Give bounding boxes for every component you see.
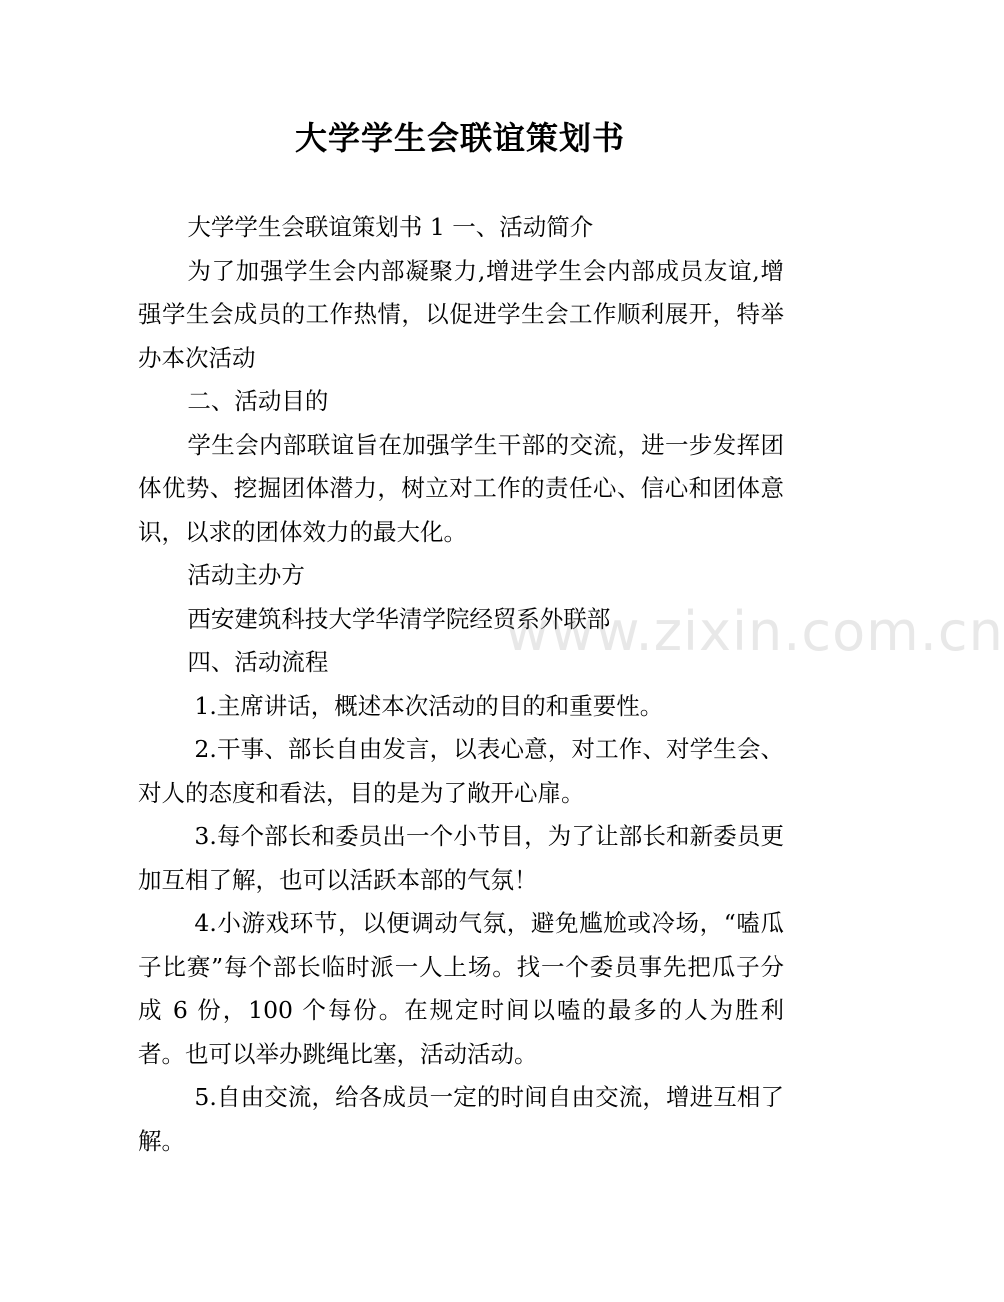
organizer-paragraph: 西安建筑科技大学华清学院经贸系外联部 — [187, 604, 611, 633]
process-heading: 四、活动流程 — [187, 648, 329, 676]
purpose-heading: 二、活动目的 — [187, 387, 329, 415]
process-step-5: 5.自由交流，给各成员一定的时间自由交流，增进互相了解。 — [138, 1083, 784, 1155]
process-step-1: 1.主席讲话，概述本次活动的目的和重要性。 — [194, 691, 664, 720]
process-step-3: 3.每个部长和委员出一个小节目，为了让部长和新委员更加互相了解，也可以活跃本部的气氛！ — [138, 822, 784, 894]
organizer-heading: 活动主办方 — [187, 561, 305, 589]
intro-heading: 大学学生会联谊策划书 1 一、活动简介 — [187, 213, 594, 241]
intro-paragraph: 为了加强学生会内部凝聚力,增进学生会内部成员友谊,增强学生会成员的工作热情，以促进学生会工作顺利展开，特举办本次活动 — [138, 256, 784, 372]
process-step-4: 4.小游戏环节，以便调动气氛，避免尴尬或冷场，“嗑瓜子比赛”每个部长临时派一人上场。找一个委员事先把瓜子分成 6 份，100 个每份。在规定时间以嗑的最多的人为胜利者。也可以举办跳绳比塞，活动活动。 — [138, 909, 784, 1068]
document-body — [138, 206, 784, 1163]
purpose-paragraph: 学生会内部联谊旨在加强学生干部的交流，进一步发挥团体优势、挖掘团体潜力，树立对工作的责任心、信心和团体意识，以求的团体效力的最大化。 — [138, 430, 784, 546]
watermark-text: www.zixin.com.cn — [505, 600, 1004, 663]
document-title: 大学学生会联谊策划书 — [294, 119, 625, 157]
process-step-2: 2.干事、部长自由发言，以表心意，对工作、对学生会、对人的态度和看法，目的是为了敞开心扉。 — [138, 735, 784, 807]
